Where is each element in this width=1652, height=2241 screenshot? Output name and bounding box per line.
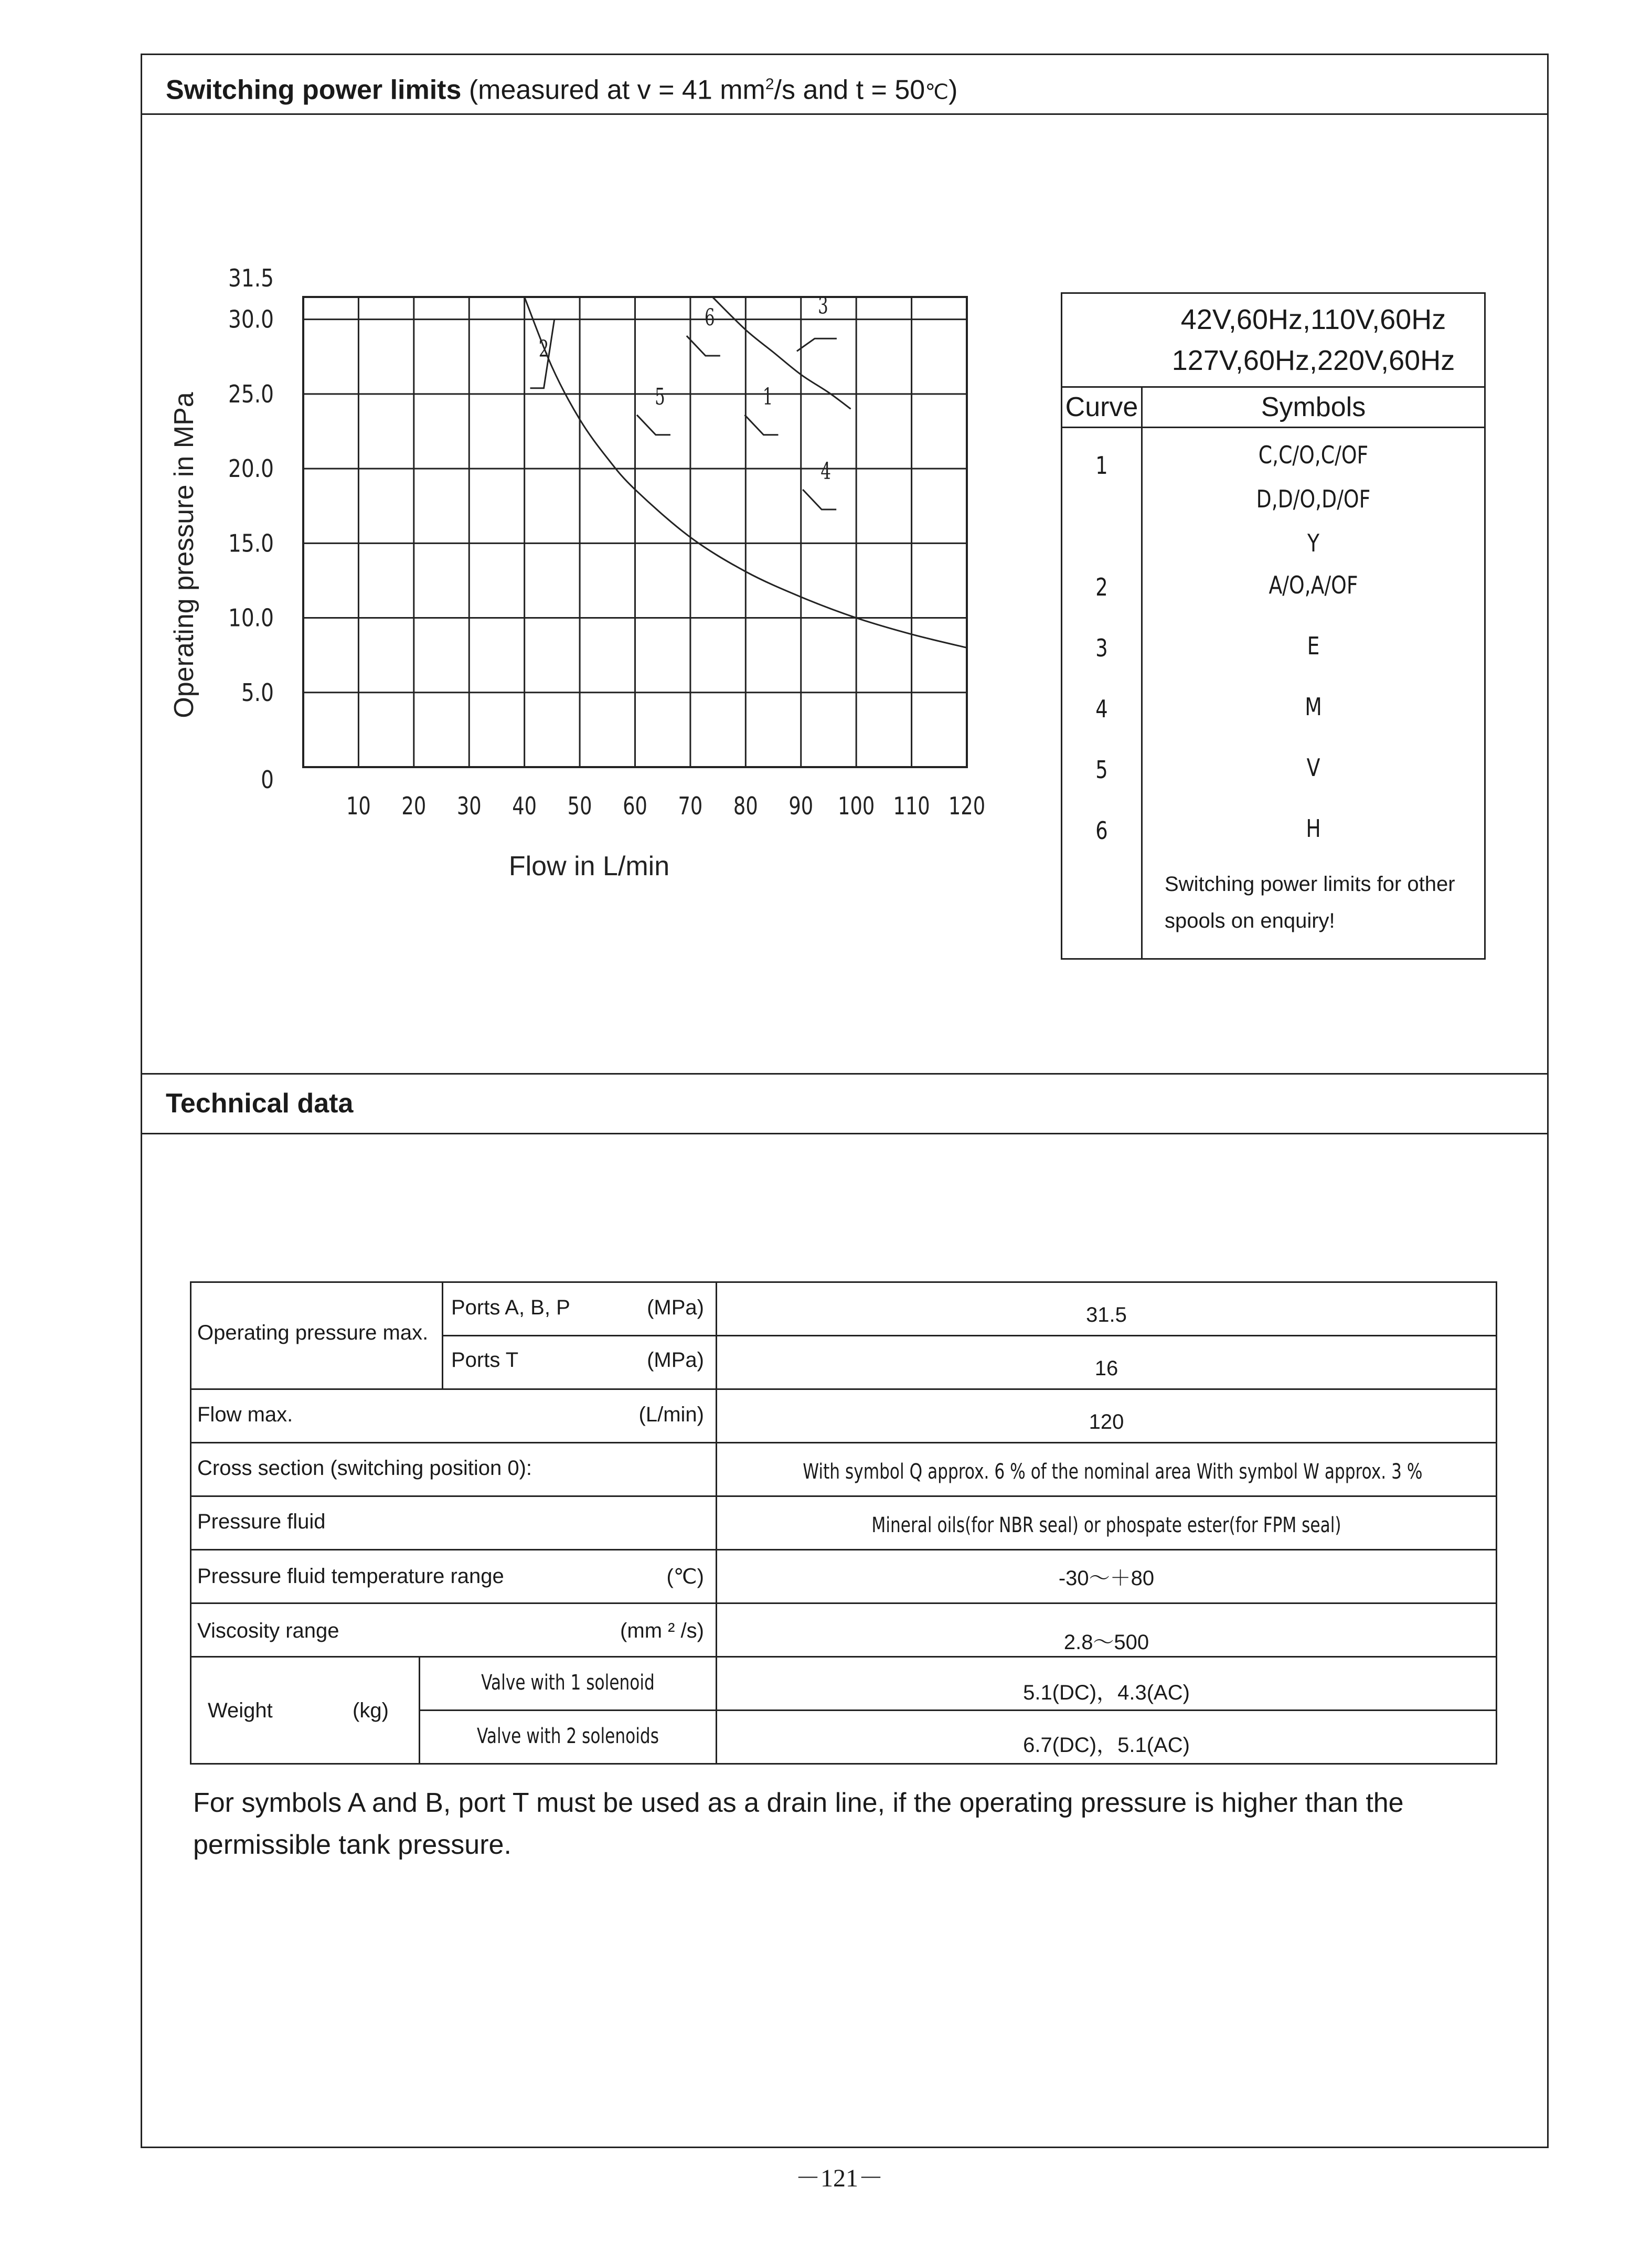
table-border	[190, 1281, 1497, 1283]
legend-curve-5: 5	[1095, 756, 1108, 784]
legend-header-line1: 42V,60Hz,110V,60Hz	[1180, 304, 1446, 335]
chart-y-tick-label: 10.0	[228, 604, 274, 633]
legend-symbols-1b: D,D/O,D/OF	[1256, 485, 1371, 513]
cell-w2-value: 6.7(DC)，5.1(AC)	[1023, 1734, 1190, 1757]
table-rule	[190, 1602, 1497, 1604]
legend-symbols-1c: Y	[1307, 529, 1320, 557]
table-rule	[190, 1388, 1497, 1390]
chart-y-tick-label: 0	[261, 766, 274, 794]
technical-data-table	[190, 1281, 1497, 1773]
cell-temp-label: Pressure fluid temperature range	[197, 1565, 504, 1588]
chart-y-tick-label: 5.0	[241, 678, 274, 707]
chart-series-line	[712, 297, 851, 409]
chart-y-tick-label: 30.0	[228, 305, 274, 334]
cell-ports-abp: Ports A, B, P	[451, 1296, 570, 1319]
chart-curve-leader	[797, 338, 837, 351]
table-rule	[442, 1335, 1497, 1336]
legend-note	[1165, 866, 1479, 939]
chart-x-tick-label: 10	[346, 791, 371, 821]
cell-weight-unit: (kg)	[353, 1699, 389, 1722]
chart-x-axis-label: Flow in L/min	[508, 851, 670, 881]
legend-curve-3: 3	[1095, 634, 1108, 662]
table-rule	[190, 1495, 1497, 1497]
chart-x-tick-label: 120	[948, 791, 986, 821]
cell-cross-label: Cross section (switching position 0):	[197, 1457, 532, 1480]
cell-weight-label: Weight	[208, 1699, 273, 1722]
cell-ports-t-value: 16	[1094, 1357, 1118, 1380]
legend-divider	[1062, 427, 1484, 428]
legend-symbols-2: A/O,A/OF	[1269, 571, 1358, 599]
legend-curve-2: 2	[1095, 573, 1108, 601]
section-title-technical: Technical data	[166, 1088, 354, 1119]
cell-flow-unit: (L/min)	[638, 1403, 704, 1426]
chart-ticks	[228, 264, 985, 820]
table-rule	[190, 1442, 1497, 1443]
cell-ports-t-unit: (MPa)	[647, 1348, 704, 1372]
legend-col-curve: Curve	[1065, 392, 1138, 422]
chart-x-tick-label: 20	[401, 791, 427, 821]
chart-x-tick-label: 40	[512, 791, 537, 821]
cell-cross-value: With symbol Q approx. 6 % of the nominal area With symbol W approx. 3 %	[803, 1460, 1423, 1484]
cell-ports-t: Ports T	[451, 1348, 519, 1372]
chart-y-tick-label: 25.0	[228, 380, 274, 409]
legend-curve-4: 4	[1095, 695, 1108, 723]
cell-fluid-value: Mineral oils(for NBR seal) or phospate ester(for FPM seal)	[871, 1513, 1341, 1537]
chart-y-tick-label: 31.5	[228, 264, 274, 293]
legend-symbols-1a: C,C/O,C/OF	[1258, 441, 1369, 469]
legend-curve-6: 6	[1095, 816, 1108, 845]
chart-x-tick-label: 70	[678, 791, 703, 821]
table-rule	[190, 1656, 1497, 1658]
table-column-rule	[419, 1656, 420, 1764]
cell-fluid-label: Pressure fluid	[197, 1510, 326, 1533]
chart-curve-leader	[687, 336, 720, 356]
table-border	[1496, 1281, 1497, 1765]
table-column-rule	[442, 1281, 443, 1389]
legend-column-divider	[1141, 386, 1143, 960]
chart-curve-label: 2	[538, 335, 549, 363]
chart-x-tick-label: 100	[838, 791, 875, 821]
cell-visc-label: Viscosity range	[197, 1619, 339, 1642]
chart-y-axis-label: Operating pressure in MPa	[169, 392, 199, 718]
chart-x-tick-label: 60	[623, 791, 647, 821]
table-rule	[190, 1549, 1497, 1550]
chart-curve-label: 4	[820, 458, 831, 485]
chart-curve-leader	[745, 415, 779, 435]
chart-curve-label: 6	[705, 304, 715, 331]
chart-x-tick-label: 80	[733, 791, 758, 821]
chart-callouts	[530, 292, 837, 509]
legend-note-line1: Switching power limits for other	[1165, 873, 1455, 896]
chart-x-tick-label: 30	[456, 791, 482, 821]
chart-y-tick-label: 15.0	[228, 529, 274, 558]
section-title-rest2: /s and t = 50	[774, 75, 925, 105]
legend-divider	[1062, 386, 1484, 388]
chart-curve-leader	[803, 490, 836, 509]
chart-curve-label: 3	[818, 292, 828, 319]
table-border	[190, 1763, 1497, 1765]
chart-curve-label: 5	[655, 383, 665, 410]
chart-grid	[303, 297, 967, 767]
table-border	[190, 1281, 191, 1765]
page-number: －121－	[795, 2164, 883, 2192]
footnote: For symbols A and B, port T must be used as a drain line, if the operating pressure is higher than the permissible tank pressure.	[193, 1788, 1404, 1860]
section-title-end: )	[948, 75, 958, 105]
legend-symbols-5: V	[1306, 753, 1320, 782]
legend-symbols-3: E	[1307, 632, 1320, 660]
cell-flow-value: 120	[1089, 1410, 1124, 1433]
cell-temp-value: -30～＋80	[1058, 1567, 1155, 1590]
legend-curve-1: 1	[1095, 451, 1108, 480]
cell-visc-unit: (mm ² /s)	[620, 1619, 704, 1642]
chart-x-tick-label: 90	[788, 791, 814, 821]
cell-ports-abp-unit: (MPa)	[647, 1296, 704, 1319]
cell-op-pressure-label: Operating pressure max.	[197, 1321, 429, 1344]
cell-ports-abp-value: 31.5	[1086, 1303, 1127, 1326]
legend-symbols-4: M	[1305, 693, 1322, 721]
legend-symbols-6: H	[1306, 814, 1321, 843]
chart-x-tick-label: 50	[567, 791, 592, 821]
cell-flow-label: Flow max.	[197, 1403, 293, 1426]
section-title-sup: 2	[765, 76, 774, 93]
cell-w1-label: Valve with 1 solenoid	[481, 1671, 655, 1695]
chart-curve-leader	[637, 415, 670, 435]
cell-w1-value: 5.1(DC)，4.3(AC)	[1023, 1681, 1190, 1704]
cell-w2-label: Valve with 2 solenoids	[477, 1724, 659, 1748]
chart-y-tick-label: 20.0	[228, 455, 274, 483]
legend-note-line2: spools on enquiry!	[1165, 909, 1335, 932]
legend-header-line2: 127V,60Hz,220V,60Hz	[1171, 345, 1455, 376]
table-rule	[419, 1709, 1497, 1711]
curve-legend-table	[1061, 292, 1486, 960]
section-title-bold: Switching power limits	[166, 75, 462, 105]
chart-x-tick-label: 110	[893, 791, 930, 821]
cell-temp-unit: (℃)	[666, 1565, 704, 1588]
section-title-unit: ℃	[925, 80, 949, 104]
cell-visc-value: 2.8～500	[1063, 1631, 1149, 1654]
chart-curve-label: 1	[762, 383, 773, 410]
section-title-rest: (measured at v = 41 mm	[468, 75, 765, 105]
section-header-technical	[141, 1073, 1549, 1134]
legend-col-symbols: Symbols	[1261, 392, 1366, 422]
